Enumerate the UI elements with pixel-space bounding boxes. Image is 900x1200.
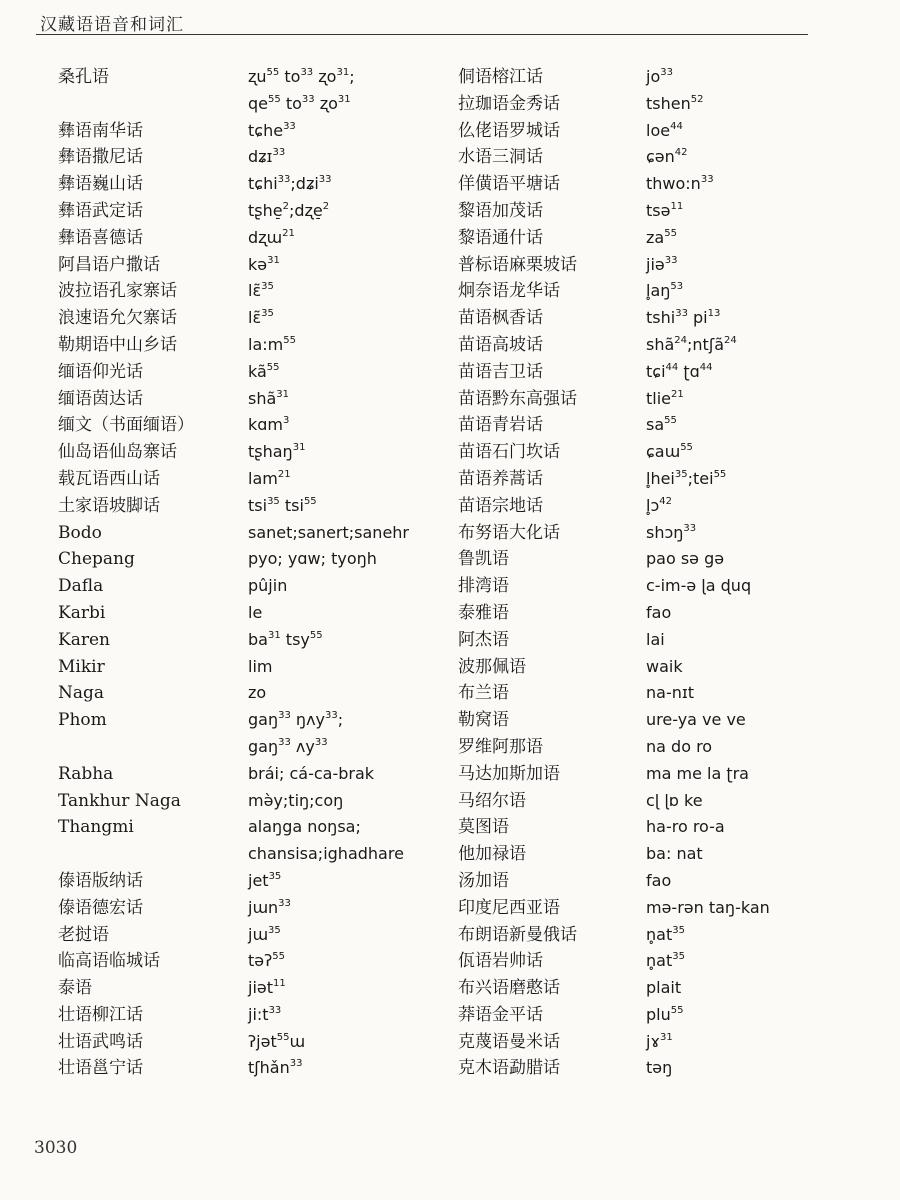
language-name: 印度尼西亚语 xyxy=(458,897,560,918)
word-form: gaŋ$^{33}$ ʌy$^{33}$ xyxy=(248,736,328,756)
word-form: kɑm$^3$ xyxy=(248,415,290,435)
word-form: cɭ ɭɒ ke xyxy=(646,790,703,810)
language-name: 波拉语孔家寨话 xyxy=(58,281,177,302)
language-name: 缅语仰光话 xyxy=(58,361,143,382)
language-name: 临高语临城话 xyxy=(58,951,160,972)
language-name: 载瓦语西山话 xyxy=(58,468,160,489)
page-number: 3030 xyxy=(34,1138,78,1158)
word-form: kə$^{31}$ xyxy=(248,254,280,274)
language-name: 苗语黔东高强话 xyxy=(458,388,577,409)
word-form: tsə$^{11}$ xyxy=(646,200,684,220)
language-name: 马达加斯加语 xyxy=(458,763,560,784)
word-form: tɕhe$^{33}$ xyxy=(248,120,296,140)
language-name: 他加禄语 xyxy=(458,844,526,865)
word-form: brái; cá-ca-brak xyxy=(248,763,375,783)
word-form: $za^{55}$ xyxy=(646,227,677,247)
word-form: dʑɪ$^{33}$ xyxy=(248,147,286,167)
word-form: le xyxy=(248,602,263,622)
word-form: shã$^{24}$;ntʃã$^{24}$ xyxy=(646,334,737,354)
language-name: 苗语青岩话 xyxy=(458,415,543,436)
language-name xyxy=(58,91,238,118)
word-form: fao xyxy=(646,602,672,622)
word-form: tlie$^{21}$ xyxy=(646,388,684,408)
word-form: na do ro xyxy=(646,736,713,756)
word-form: jɯn$^{33}$ xyxy=(248,897,291,917)
word-form: təŋ xyxy=(646,1058,673,1078)
language-name: 彝语撒尼话 xyxy=(58,147,143,168)
word-form: pyo; yɑw; tyoŋh xyxy=(248,549,377,569)
language-name: 勒期语中山乡话 xyxy=(58,334,177,355)
language-name: 苗语枫香话 xyxy=(458,308,543,329)
word-form: na-nɪt xyxy=(646,683,695,703)
word-form: loe$^{44}$ xyxy=(646,120,683,140)
language-name: 老挝语 xyxy=(58,924,109,945)
word-form: waik xyxy=(646,656,683,676)
language-name: 傣语版纳话 xyxy=(58,870,143,891)
language-name: 黎语加茂话 xyxy=(458,200,543,221)
word-form: jɯ$^{35}$ xyxy=(248,924,281,944)
word-form: ure-ya ve ve xyxy=(646,710,746,730)
language-name: Tankhur Naga xyxy=(58,790,181,811)
language-name: Dafla xyxy=(58,576,104,597)
word-form: shã$^{31}$ xyxy=(248,388,290,408)
word-form: ma me la ʈra xyxy=(646,763,749,783)
word-form: $n̥at^{35}$ xyxy=(646,924,685,944)
language-name: 马绍尔语 xyxy=(458,790,526,811)
word-form: lɛ̃$^{35}$ xyxy=(248,308,274,328)
word-form: tʃhǎn$^{33}$ xyxy=(248,1058,303,1078)
language-name: Rabha xyxy=(58,763,114,784)
word-form: jɤ$^{31}$ xyxy=(646,1031,673,1051)
right-language-column xyxy=(458,64,638,1082)
word-form: dʐɯ$^{21}$ xyxy=(248,227,295,247)
word-form: lɛ̃$^{35}$ xyxy=(248,281,274,301)
language-name: 壮语邕宁话 xyxy=(58,1058,143,1079)
language-name: 布兴语磨憨话 xyxy=(458,978,560,999)
word-form: alaŋga noŋsa; xyxy=(248,817,361,837)
language-name: 普标语麻栗坡话 xyxy=(458,254,577,275)
language-name: 罗维阿那语 xyxy=(458,736,543,757)
language-name: Chepang xyxy=(58,549,135,570)
word-form: ɕən$^{42}$ xyxy=(646,147,688,167)
language-name: 壮语武鸣话 xyxy=(58,1031,143,1052)
word-form: tshen$^{52}$ xyxy=(646,93,704,113)
word-form: l̥hei$^{35}$;tei$^{55}$ xyxy=(646,468,727,488)
language-name: Bodo xyxy=(58,522,102,543)
word-form: $jo^{33}$ xyxy=(646,67,673,86)
word-form: l̥ɔ$^{42}$ xyxy=(646,495,672,515)
word-form: ha-ro ro-a xyxy=(646,817,725,837)
language-name: 泰雅语 xyxy=(458,602,509,623)
language-name: 苗语石门坎话 xyxy=(458,442,560,463)
word-form: lai xyxy=(646,629,665,649)
language-name: 波那佩语 xyxy=(458,656,526,677)
language-name: Thangmi xyxy=(58,817,134,838)
language-name: 阿昌语户撒话 xyxy=(58,254,160,275)
word-form: $la:m^{55}$ xyxy=(248,334,296,354)
language-name: 泰语 xyxy=(58,978,92,999)
language-name: 仫佬语罗城话 xyxy=(458,120,560,141)
word-form: jiə$^{33}$ xyxy=(646,254,678,274)
language-name: Karen xyxy=(58,629,110,650)
language-name: 苗语宗地话 xyxy=(458,495,543,516)
left-language-column xyxy=(58,64,238,1082)
language-name: 炯奈语龙华话 xyxy=(458,281,560,302)
word-form: pûjin xyxy=(248,576,288,596)
running-title: 汉藏语语音和词汇 xyxy=(40,15,184,35)
word-form: ba: nat xyxy=(646,844,703,864)
word-form: sanet;sanert;sanehr xyxy=(248,522,409,542)
word-form: $n̥at^{35}$ xyxy=(646,951,685,971)
language-name: 莫图语 xyxy=(458,817,509,838)
language-name xyxy=(58,734,238,761)
language-name: 克木语勐腊话 xyxy=(458,1058,560,1079)
word-form: $ba^{31}$ tsy$^{55}$ xyxy=(248,629,323,649)
language-name: 彝语武定话 xyxy=(58,200,143,221)
right-form-column xyxy=(646,64,896,1082)
language-name: 汤加语 xyxy=(458,870,509,891)
word-form: ɕaɯ$^{55}$ xyxy=(646,442,693,462)
language-name: 克蔑语曼米话 xyxy=(458,1031,560,1052)
word-form: ʔjət$^{55}$ɯ xyxy=(248,1031,306,1051)
language-name: 布朗语新曼俄话 xyxy=(458,924,577,945)
language-name: 苗语吉卫话 xyxy=(458,361,543,382)
language-name: 苗语养蒿话 xyxy=(458,468,543,489)
word-form: tshi$^{33}$ $pi^{13}$ xyxy=(646,308,721,328)
language-name: 佯僙语平塘话 xyxy=(458,174,560,195)
word-form: mə̀y;tiŋ;coŋ xyxy=(248,790,344,810)
language-name xyxy=(58,841,238,868)
language-name: 傣语德宏话 xyxy=(58,897,143,918)
word-form: jet$^{35}$ xyxy=(248,870,282,890)
word-form: fao xyxy=(646,870,672,890)
language-name: 布努语大化话 xyxy=(458,522,560,543)
language-name: 浪速语允欠寨话 xyxy=(58,308,177,329)
language-name: Naga xyxy=(58,683,105,704)
language-name: Phom xyxy=(58,710,107,731)
language-name: 莽语金平话 xyxy=(458,1004,543,1025)
language-name: 桑孔语 xyxy=(58,67,109,87)
language-name: 土家语坡脚话 xyxy=(58,495,160,516)
word-form: shɔŋ$^{33}$ xyxy=(646,522,697,542)
language-name: Mikir xyxy=(58,656,105,677)
word-form: təʔ$^{55}$ xyxy=(248,951,286,971)
language-name: 彝语南华话 xyxy=(58,120,143,141)
word-form: tɕi$^{44}$ ʈɑ$^{44}$ xyxy=(646,361,713,381)
language-name: 勒窝语 xyxy=(458,710,509,731)
word-form: tsi$^{35}$ tsi$^{55}$ xyxy=(248,495,317,515)
language-name: 缅文（书面缅语） xyxy=(58,415,194,436)
word-form: tʂhaŋ$^{31}$ xyxy=(248,442,306,462)
word-form: mə-rən taŋ-kan xyxy=(646,897,770,917)
word-form: zo xyxy=(248,683,267,703)
word-form: $qe^{55}$ $to^{33}$ ʐo$^{31}$ xyxy=(248,93,351,113)
word-form: pao sə gə xyxy=(646,549,725,569)
word-form: plait xyxy=(646,978,682,998)
word-form: $kã^{55}$ xyxy=(248,361,280,381)
word-form: $sa^{55}$ xyxy=(646,415,677,435)
word-form: lam$^{21}$ xyxy=(248,468,291,488)
language-name: 拉珈语金秀话 xyxy=(458,93,560,114)
word-form: $thwo:n^{33}$ xyxy=(646,174,714,194)
language-name: 彝语巍山话 xyxy=(58,174,143,195)
language-name: 侗语榕江话 xyxy=(458,67,543,87)
language-name: 佤语岩帅话 xyxy=(458,951,543,972)
language-name: 缅语茵达话 xyxy=(58,388,143,409)
language-name: 壮语柳江话 xyxy=(58,1004,143,1025)
word-form: tɕhi$^{33}$;dʑi$^{33}$ xyxy=(248,174,332,194)
language-name: 彝语喜德话 xyxy=(58,227,143,248)
header-rule xyxy=(36,34,808,35)
language-name: 仙岛语仙岛寨话 xyxy=(58,442,177,463)
word-form: c-im-ə ɭa ɖuq xyxy=(646,576,752,596)
language-name: 黎语通什话 xyxy=(458,227,543,248)
word-form: tʂhe̠$^2$;dʐe̠$^2$ xyxy=(248,200,330,220)
word-form: jiət$^{11}$ xyxy=(248,978,286,998)
word-form: gaŋ$^{33}$ ŋʌy$^{33}$; xyxy=(248,710,344,730)
language-name: 排湾语 xyxy=(458,576,509,597)
word-form: lim xyxy=(248,656,273,676)
word-form: chansisa;ighadhare xyxy=(248,844,404,864)
word-form: ʐu$^{55}$ $to^{33}$ ʐo$^{31}$; xyxy=(248,67,355,86)
language-name: 水语三洞话 xyxy=(458,147,543,168)
language-name: 鲁凯语 xyxy=(458,549,509,570)
language-name: 苗语高坡话 xyxy=(458,334,543,355)
left-form-column xyxy=(248,64,458,1082)
language-name: 阿杰语 xyxy=(458,629,509,650)
language-name: 布兰语 xyxy=(458,683,509,704)
word-form: plu$^{55}$ xyxy=(646,1004,684,1024)
language-name: Karbi xyxy=(58,602,106,623)
word-form: $l̥aŋ^{53}$ xyxy=(646,281,684,301)
word-form: $ji:t^{33}$ xyxy=(248,1004,282,1024)
